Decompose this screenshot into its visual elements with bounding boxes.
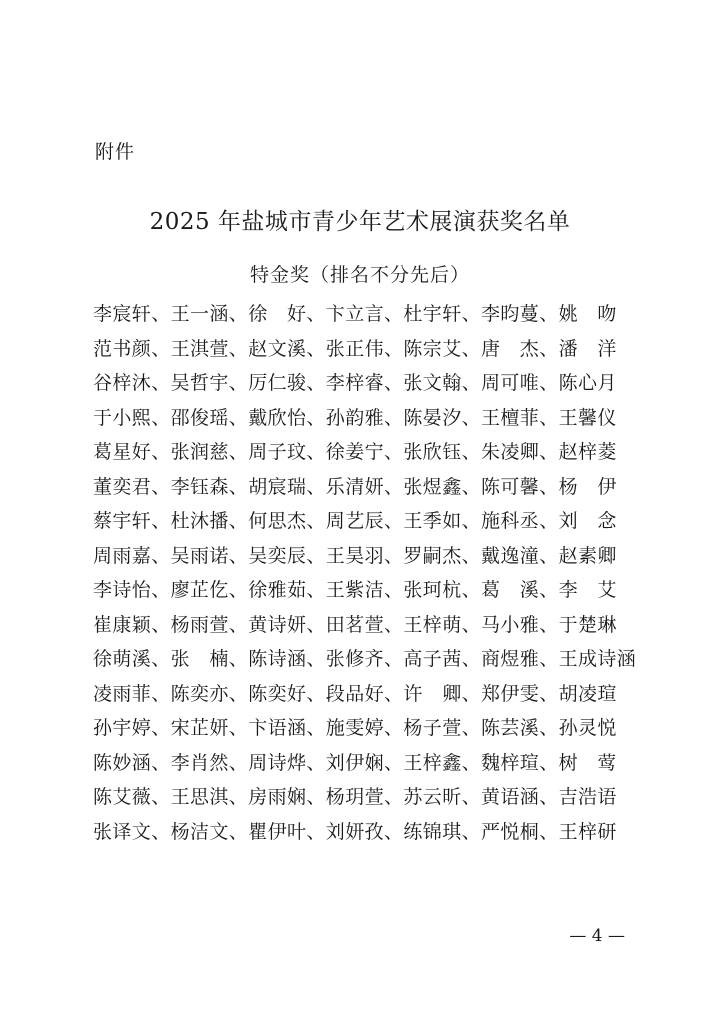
name-line: 徐萌溪、张 楠、陈诗涵、张修齐、高子茜、商煜雅、王成诗涵 <box>93 648 637 670</box>
name-line: 崔康颖、杨雨萱、黄诗妍、田茗萱、王梓萌、马小雅、于楚琳 <box>93 613 617 636</box>
attachment-label: 附件 <box>95 141 136 163</box>
name-line: 范书颜、王淇萱、赵文溪、张正伟、陈宗艾、唐 杰、潘 洋 <box>93 337 617 360</box>
name-line: 于小熙、邵俊瑶、戴欣怡、孙韵雅、陈晏汐、王檀菲、王馨仪 <box>93 406 617 429</box>
name-line: 谷梓沐、吴哲宇、厉仁骏、李梓睿、张文翰、周可唯、陈心月 <box>93 372 617 394</box>
name-line: 李诗怡、廖芷仡、徐雅茹、王紫洁、张珂杭、葛 溪、李 艾 <box>93 579 617 601</box>
name-line: 董奕君、李钰森、胡宸瑞、乐清妍、张煜鑫、陈可馨、杨 伊 <box>93 475 617 498</box>
award-heading: 特金奖（排名不分先后） <box>249 264 470 286</box>
name-line: 蔡宇轩、杜沐播、何思杰、周艺辰、王季如、施科丞、刘 念 <box>93 510 617 532</box>
name-line: 陈妙涵、李肖然、周诗烨、刘伊娴、王梓鑫、魏梓瑄、树 莺 <box>93 751 617 774</box>
page-number: — 4 — <box>569 926 625 946</box>
name-line: 李宸轩、王一涵、徐 好、卞立言、杜宇轩、李昀蔓、姚 吻 <box>93 303 617 325</box>
page-title: 2025 年盐城市青少年艺术展演获奖名单 <box>149 209 571 235</box>
name-line: 张译文、杨洁文、瞿伊叶、刘妍孜、练锦琪、严悦桐、王梓研 <box>93 820 617 843</box>
name-line: 葛星好、张润慈、周子玟、徐姜宁、张欣钰、朱凌卿、赵梓菱 <box>93 441 617 463</box>
name-line: 孙宇婷、宋芷妍、卞语涵、施雯婷、杨子萱、陈芸溪、孙灵悦 <box>93 717 617 739</box>
name-list <box>93 297 637 849</box>
name-line: 陈艾薇、王思淇、房雨娴、杨玥萱、苏云昕、黄语涵、吉浩语 <box>93 786 617 808</box>
name-line: 凌雨菲、陈奕亦、陈奕好、段品好、许 卿、郑伊雯、胡凌瑄 <box>93 682 617 705</box>
name-line: 周雨嘉、吴雨诺、吴奕辰、王昊羽、罗嗣杰、戴逸潼、赵素卿 <box>93 544 617 567</box>
